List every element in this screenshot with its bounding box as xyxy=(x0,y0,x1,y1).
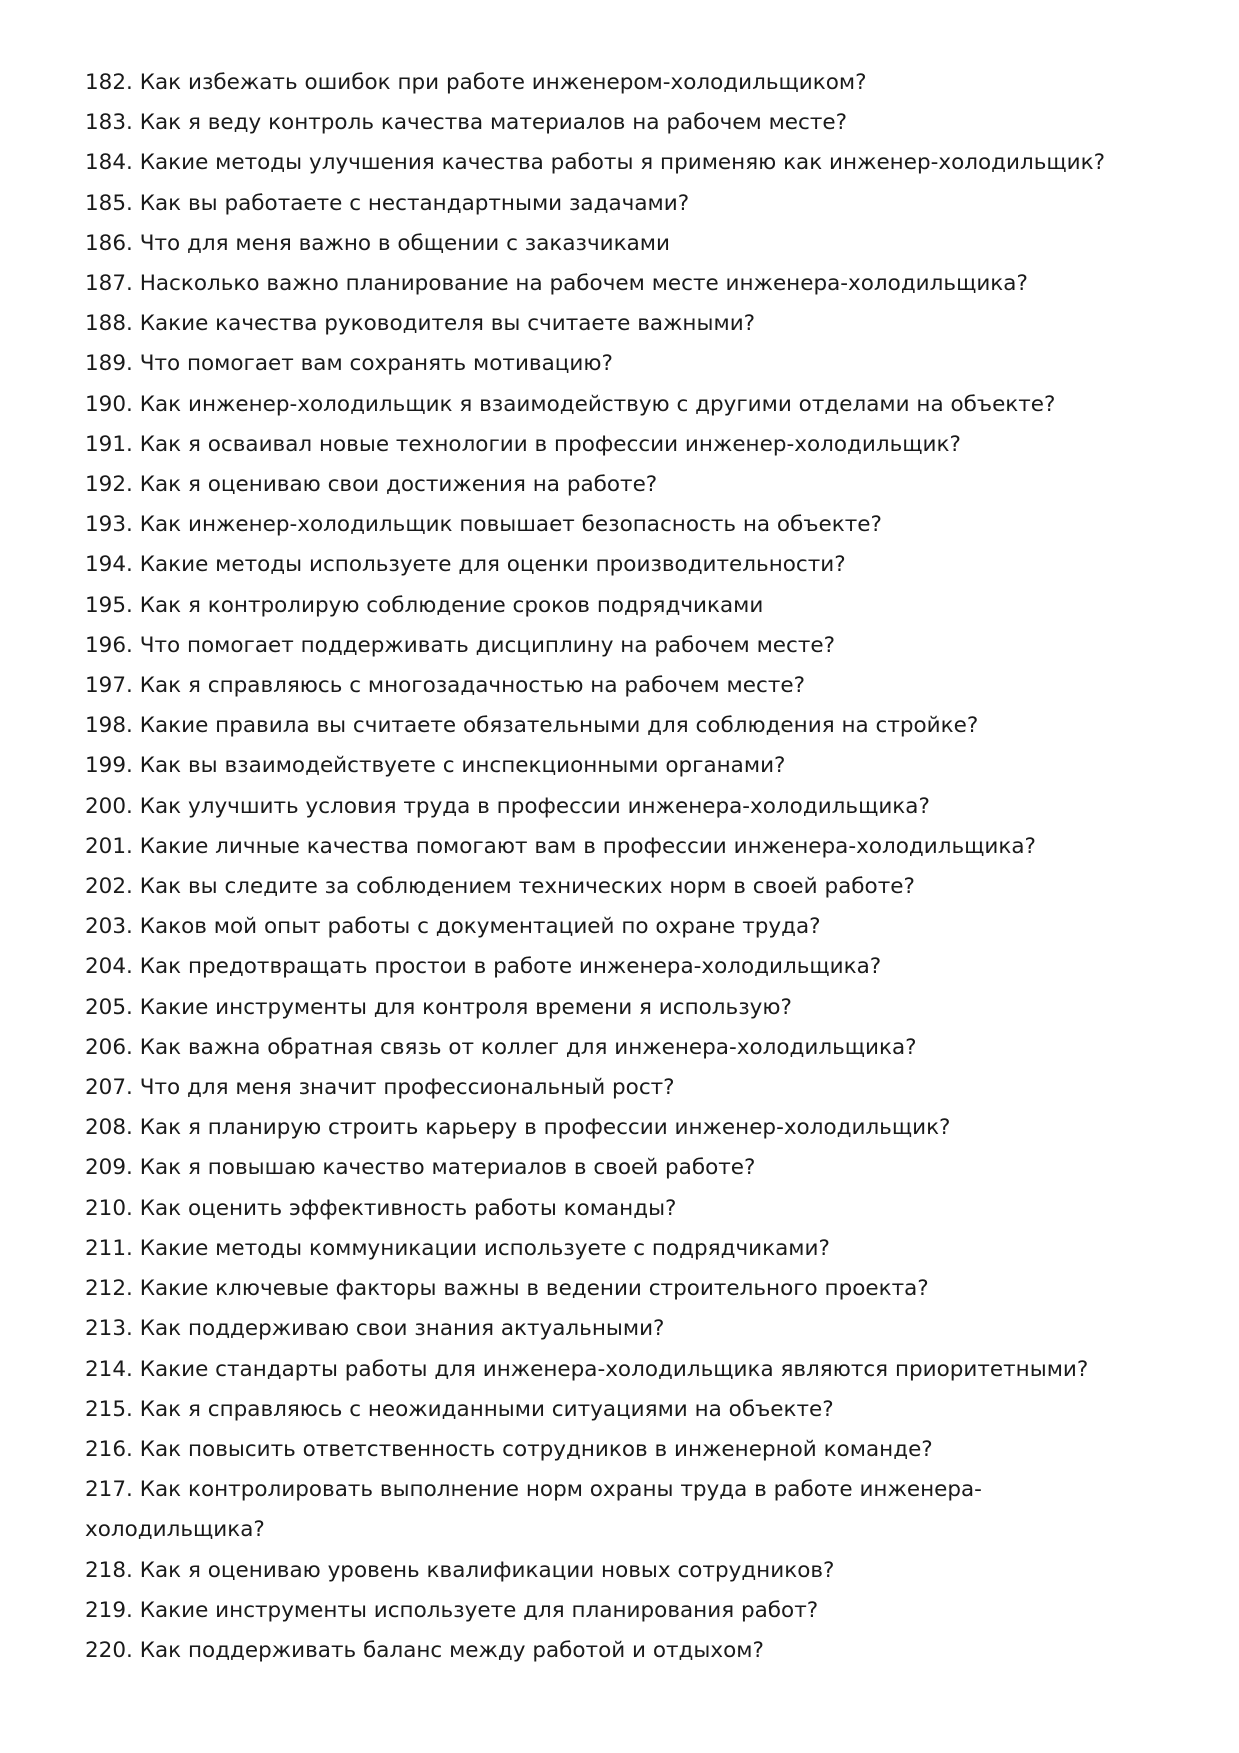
question-item xyxy=(85,1430,1155,1470)
question-item xyxy=(85,1028,1155,1068)
question-text: Как улучшить условия труда в профессии инженера-холодильщика? xyxy=(139,793,930,819)
question-text: Как я оцениваю уровень квалификации новых сотрудников? xyxy=(139,1557,835,1583)
question-text: Что помогает поддерживать дисциплину на рабочем месте? xyxy=(139,632,836,658)
question-text: Как я повышаю качество материалов в своей работе? xyxy=(139,1155,756,1181)
question-item xyxy=(85,626,1155,666)
question-number: 214 . xyxy=(85,1357,140,1382)
question-text: Как вы взаимодействуете с инспекционными органами? xyxy=(139,753,786,779)
question-number: 185 . xyxy=(85,191,140,216)
question-item xyxy=(85,1229,1155,1269)
question-item xyxy=(85,545,1155,585)
question-number: 192 . xyxy=(85,472,140,497)
question-number: 209 . xyxy=(85,1155,140,1180)
question-text: Как повысить ответственность сотрудников в инженерной команде? xyxy=(139,1436,933,1462)
question-number: 188 . xyxy=(85,311,140,336)
question-item xyxy=(85,1189,1155,1229)
question-text: Как вы работаете с нестандартными задачами? xyxy=(139,190,690,216)
question-number: 212 . xyxy=(85,1276,140,1301)
question-number: 207 . xyxy=(85,1075,140,1100)
question-text: Какие личные качества помогают вам в профессии инженера-холодильщика? xyxy=(139,833,1036,859)
question-text: Какие методы коммуникации используете с подрядчиками? xyxy=(139,1235,830,1261)
question-item xyxy=(85,1269,1155,1309)
question-number: 216 . xyxy=(85,1437,140,1462)
question-item xyxy=(85,264,1155,304)
question-number: 200 . xyxy=(85,794,140,819)
question-text: Как оценить эффективность работы команды? xyxy=(139,1195,677,1221)
question-number: 199 . xyxy=(85,753,140,778)
question-number: 197 . xyxy=(85,673,140,698)
question-text: Что помогает вам сохранять мотивацию? xyxy=(139,351,613,377)
question-text: Какие ключевые факторы важны в ведении строительного проекта? xyxy=(139,1276,929,1302)
question-text: Как предотвращать простои в работе инженера-холодильщика? xyxy=(139,954,882,980)
question-item xyxy=(85,385,1155,425)
question-number: 191 . xyxy=(85,432,140,457)
question-text: Какие инструменты используете для планирования работ? xyxy=(139,1597,819,1623)
question-text: Как контролировать выполнение норм охраны труда в работе инженера-холодильщика? xyxy=(85,1477,982,1543)
question-number: 195 . xyxy=(85,593,140,618)
question-item xyxy=(85,63,1155,103)
question-item xyxy=(85,425,1155,465)
question-item xyxy=(85,1309,1155,1349)
question-item xyxy=(85,1591,1155,1631)
question-text: Как вы следите за соблюдением технических норм в своей работе? xyxy=(139,874,915,900)
question-text: Какие инструменты для контроля времени я использую? xyxy=(139,994,792,1020)
question-number: 219 . xyxy=(85,1598,140,1623)
question-number: 204 . xyxy=(85,954,140,979)
question-number: 184 . xyxy=(85,150,140,175)
question-item xyxy=(85,143,1155,183)
question-text: Какие качества руководителя вы считаете важными? xyxy=(139,311,756,337)
question-number: 190 . xyxy=(85,392,140,417)
question-number: 211 . xyxy=(85,1236,140,1261)
question-item xyxy=(85,907,1155,947)
question-text: Как я справляюсь с многозадачностью на рабочем месте? xyxy=(139,673,805,699)
question-text: Как я оцениваю свои достижения на работе? xyxy=(139,472,658,498)
question-number: 220 . xyxy=(85,1638,140,1663)
question-number: 201 . xyxy=(85,834,140,859)
question-text: Как поддерживаю свои знания актуальными? xyxy=(139,1316,665,1342)
question-item xyxy=(85,505,1155,545)
question-item xyxy=(85,1148,1155,1188)
question-item xyxy=(85,304,1155,344)
question-text: Какие стандарты работы для инженера-холодильщика являются приоритетными? xyxy=(139,1356,1089,1382)
question-item xyxy=(85,103,1155,143)
question-item xyxy=(85,746,1155,786)
question-number: 215 . xyxy=(85,1397,140,1422)
question-item xyxy=(85,344,1155,384)
question-number: 218 . xyxy=(85,1558,140,1583)
question-text: Каков мой опыт работы с документацией по охране труда? xyxy=(139,914,821,940)
question-number: 205 . xyxy=(85,995,140,1020)
question-text: Как я веду контроль качества материалов на рабочем месте? xyxy=(139,110,848,136)
question-item xyxy=(85,706,1155,746)
question-item xyxy=(85,666,1155,706)
question-item xyxy=(85,1631,1155,1671)
question-item xyxy=(85,988,1155,1028)
question-number: 217 . xyxy=(85,1477,140,1502)
question-text: Насколько важно планирование на рабочем месте инженера-холодильщика? xyxy=(139,271,1028,297)
question-text: Что для меня значит профессиональный рост? xyxy=(139,1075,675,1101)
question-item xyxy=(85,827,1155,867)
question-text: Как избежать ошибок при работе инженером-холодильщиком? xyxy=(139,70,867,95)
question-text: Как я планирую строить карьеру в профессии инженер-холодильщик? xyxy=(139,1115,951,1141)
question-text: Какие правила вы считаете обязательными для соблюдения на стройке? xyxy=(139,713,979,739)
question-item xyxy=(85,1350,1155,1390)
question-number: 208 . xyxy=(85,1115,140,1140)
question-number: 210 . xyxy=(85,1196,140,1221)
question-item xyxy=(85,184,1155,224)
question-number: 213 . xyxy=(85,1316,140,1341)
question-item xyxy=(85,1390,1155,1430)
question-text: Как инженер-холодильщик я взаимодействую с другими отделами на объекте? xyxy=(139,391,1056,417)
question-number: 203 . xyxy=(85,914,140,939)
question-item xyxy=(85,586,1155,626)
question-item xyxy=(85,224,1155,264)
question-number: 202 . xyxy=(85,874,140,899)
question-item xyxy=(85,1068,1155,1108)
question-item xyxy=(85,787,1155,827)
question-item xyxy=(85,867,1155,907)
question-item xyxy=(85,1470,1155,1550)
question-number: 182 . xyxy=(85,70,140,95)
question-text: Как я осваивал новые технологии в профессии инженер-холодильщик? xyxy=(139,431,961,457)
question-number: 198 . xyxy=(85,713,140,738)
question-text: Как поддерживать баланс между работой и отдыхом? xyxy=(139,1637,764,1663)
question-number: 183 . xyxy=(85,110,140,135)
question-list xyxy=(85,63,1155,1671)
question-text: Какие методы используете для оценки производительности? xyxy=(139,552,846,578)
question-text: Как я справляюсь с неожиданными ситуациями на объекте? xyxy=(139,1396,834,1422)
question-number: 206 . xyxy=(85,1035,140,1060)
question-text: Как я контролирую соблюдение сроков подрядчиками xyxy=(139,592,764,618)
question-number: 187 . xyxy=(85,271,140,296)
question-item xyxy=(85,465,1155,505)
question-text: Как важна обратная связь от коллег для инженера-холодильщика? xyxy=(139,1034,917,1060)
question-number: 186 . xyxy=(85,231,140,256)
question-text: Что для меня важно в общении с заказчиками xyxy=(139,230,670,256)
question-text: Какие методы улучшения качества работы я применяю как инженер-холодильщик? xyxy=(139,150,1106,176)
question-item xyxy=(85,947,1155,987)
question-number: 189 . xyxy=(85,351,140,376)
question-item xyxy=(85,1551,1155,1591)
question-text: Как инженер-холодильщик повышает безопасность на объекте? xyxy=(139,512,882,538)
question-number: 193 . xyxy=(85,512,140,537)
question-number: 196 . xyxy=(85,633,140,658)
question-item xyxy=(85,1108,1155,1148)
question-number: 194 . xyxy=(85,552,140,577)
